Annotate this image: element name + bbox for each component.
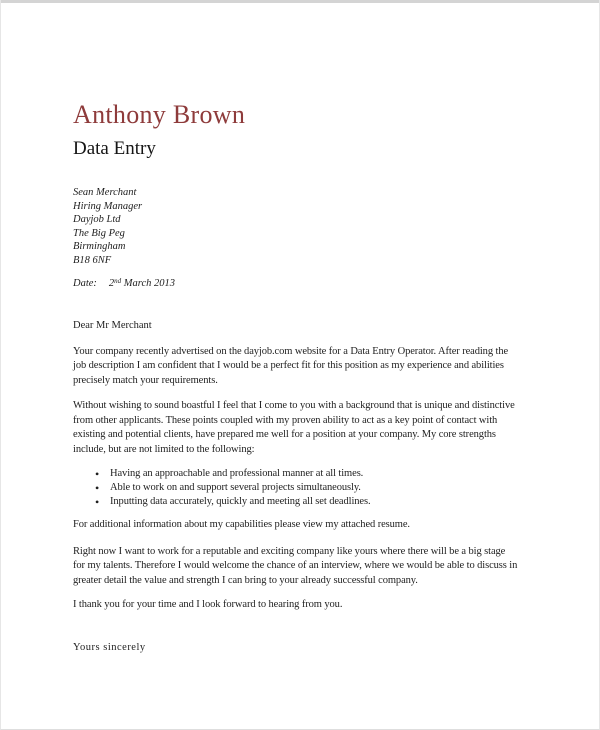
job-title: Data Entry bbox=[73, 138, 156, 159]
cover-letter-paragraph-intro bbox=[73, 345, 527, 389]
recipient-address-line: Sean Merchant bbox=[73, 187, 137, 198]
applicant-name: Anthony Brown bbox=[73, 100, 246, 129]
bullet-item: • Inputting data accurately, quickly and meeting all set deadlines. bbox=[73, 495, 527, 509]
paragraph-text-line: For additional information about my capabilities please view my attached resume. bbox=[73, 518, 410, 530]
closing-line: Yours sincerely bbox=[73, 642, 146, 654]
paragraph-text-line: precisely match your requirements. bbox=[73, 375, 218, 387]
paragraph-text-line: job description I am confident that I would be a perfect fit for this position as my experience and abilities bbox=[73, 360, 504, 372]
recipient-address-block bbox=[73, 186, 527, 267]
salutation: Dear Mr Merchant bbox=[73, 320, 152, 331]
paragraph-text-line: include, but are not limited to the following: bbox=[73, 443, 255, 455]
recipient-address-line: B18 6NF bbox=[73, 254, 112, 266]
recipient-address-line: Hiring Manager bbox=[73, 200, 143, 212]
cover-letter-paragraph-resume bbox=[73, 518, 527, 533]
page-top-accent-line bbox=[1, 0, 599, 3]
paragraph-text-line: Right now I want to work for a reputable and exciting company like yours where there will be a big stage bbox=[73, 545, 506, 557]
bullet-item: • Having an approachable and professional manner at all times. bbox=[73, 467, 527, 481]
paragraph-text-line: Without wishing to sound boastful I feel that I come to you with a background that is unique and distinctive bbox=[73, 399, 515, 411]
paragraph-text-line: I thank you for your time and I look forward to hearing from you. bbox=[73, 598, 343, 610]
date-day: 2 bbox=[108, 278, 115, 289]
date-label: Date: bbox=[73, 278, 97, 289]
recipient-address-line: Birmingham bbox=[73, 241, 126, 252]
cover-letter-paragraph-background bbox=[73, 399, 527, 458]
recipient-address-line: Dayjob Ltd bbox=[73, 214, 121, 225]
recipient-address-line: The Big Peg bbox=[73, 227, 125, 239]
date-line bbox=[73, 277, 527, 291]
paragraph-text-line: Your company recently advertised on the dayjob.com website for a Data Entry Operator. After reading the bbox=[73, 345, 509, 357]
cover-letter-paragraph-interview bbox=[73, 545, 527, 589]
paragraph-text-line: for my talents. Therefore I would welcome the chance of an interview, where we would be able to discuss in bbox=[73, 560, 518, 572]
paragraph-text-line: existing and potential clients, have prepared me well for a position at your company. My core strengths bbox=[73, 429, 496, 441]
cover-letter-paragraph-thanks bbox=[73, 598, 527, 613]
letter-content bbox=[1, 99, 599, 655]
date-month-year: March 2013 bbox=[121, 278, 176, 289]
paragraph-text-line: from other applicants. These points coupled with my proven ability to act as a key point of contact with bbox=[73, 414, 498, 426]
date-ordinal-superscript: nd bbox=[114, 276, 122, 285]
bullet-item: • Able to work on and support several projects simultaneously. bbox=[73, 481, 527, 495]
paragraph-text-line: greater detail the value and strength I can bring to your already successful company. bbox=[73, 574, 418, 586]
core-strengths-bullet-list bbox=[73, 467, 527, 510]
